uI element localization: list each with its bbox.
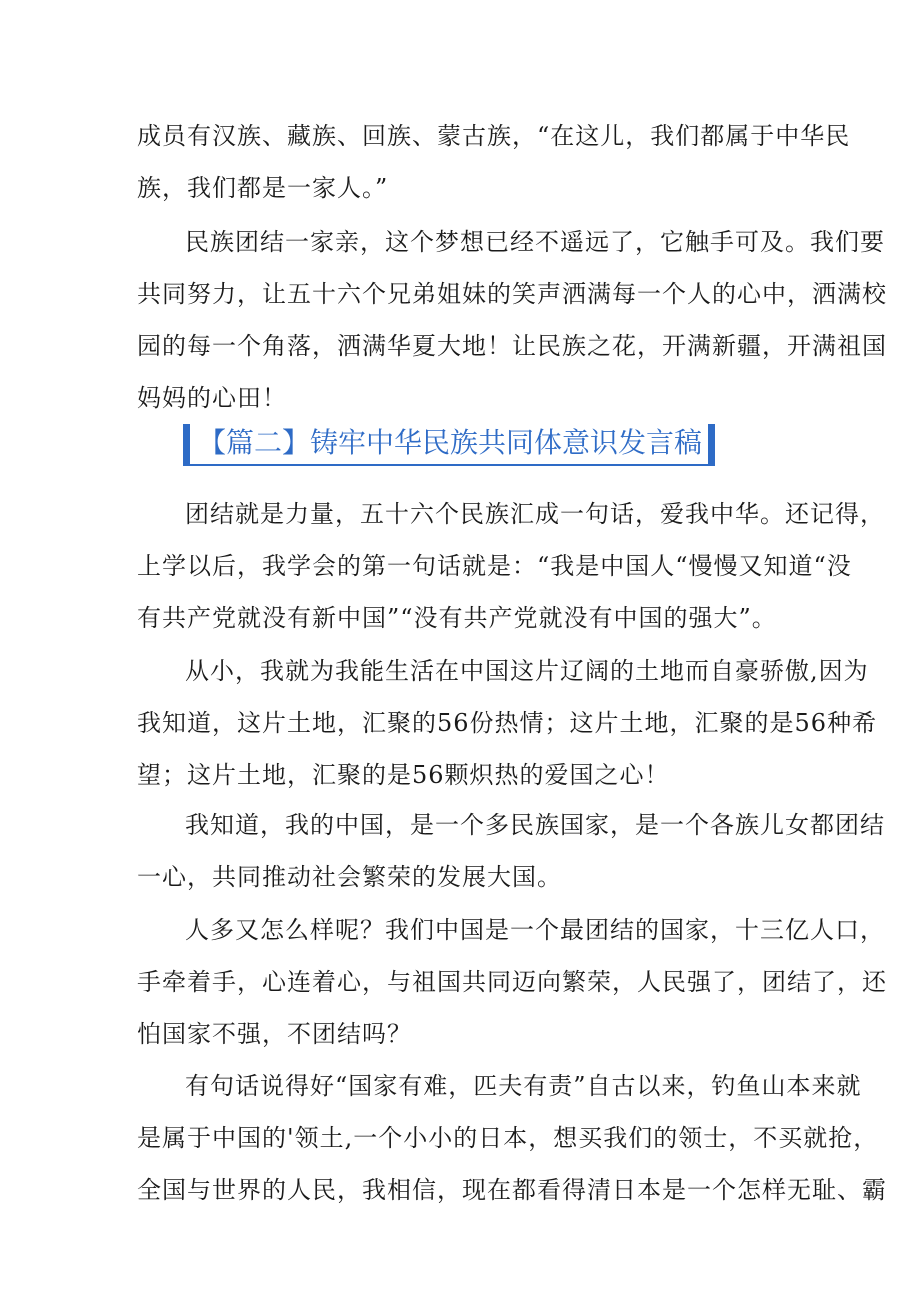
text-line: 团结就是力量，五十六个民族汇成一句话，爱我中华。还记得， — [185, 500, 885, 528]
text-line: 望；这片土地，汇聚的是56颗炽热的爱国之心！ — [137, 761, 670, 789]
text-line: 一心，共同推动社会繁荣的发展大国。 — [137, 863, 562, 891]
text-line: 我知道，这片土地，汇聚的56份热情；这片土地，汇聚的是56种希 — [137, 709, 878, 737]
section-heading-title: 【篇二】铸牢中华民族共同体意识发言稿 — [190, 424, 708, 466]
heading-right-bar — [708, 424, 715, 466]
text-line: 有句话说得好“国家有难，匹夫有责”自古以来，钓鱼山本来就 — [185, 1072, 862, 1100]
text-line: 园的每一个角落，洒满华夏大地！让民族之花，开满新疆，开满祖国 — [137, 332, 887, 360]
paragraph — [137, 799, 885, 903]
text-line: 人多又怎么样呢？我们中国是一个最团结的国家，十三亿人口， — [185, 916, 885, 944]
text-line: 全国与世界的人民，我相信，现在都看得清日本是一个怎样无耻、霸 — [137, 1176, 887, 1204]
text-line: 怕国家不强，不团结吗？ — [137, 1020, 412, 1048]
paragraph-continuation — [137, 110, 851, 214]
paragraph — [137, 645, 878, 801]
text-line: 妈妈的心田！ — [137, 384, 287, 412]
text-line: 成员有汉族、藏族、回族、蒙古族，“在这儿，我们都属于中华民 — [137, 122, 851, 150]
heading-left-bar — [183, 424, 190, 466]
text-line: 族，我们都是一家人。” — [137, 174, 389, 202]
paragraph — [137, 488, 885, 644]
paragraph — [137, 904, 887, 1060]
text-line: 共同努力，让五十六个兄弟姐妹的笑声洒满每一个人的心中，洒满校 — [137, 280, 887, 308]
paragraph — [137, 216, 887, 424]
text-line: 手牵着手，心连着心，与祖国共同迈向繁荣，人民强了，团结了，还 — [137, 968, 887, 996]
text-line: 是属于中国的'领土,一个小小的日本，想买我们的领士，不买就抢， — [137, 1124, 879, 1152]
section-heading — [183, 424, 715, 466]
text-line: 从小，我就为我能生活在中国这片辽阔的土地而自豪骄傲,因为 — [185, 657, 869, 685]
text-line: 上学以后，我学会的第一句话就是：“我是中国人“慢慢又知道“没 — [137, 552, 852, 580]
text-line: 我知道，我的中国，是一个多民族国家，是一个各族儿女都团结 — [185, 811, 885, 839]
text-line: 有共产党就没有新中国”“没有共产党就没有中国的强大”。 — [137, 604, 777, 632]
paragraph — [137, 1060, 887, 1216]
text-line: 民族团结一家亲，这个梦想已经不遥远了，它触手可及。我们要 — [185, 228, 885, 256]
